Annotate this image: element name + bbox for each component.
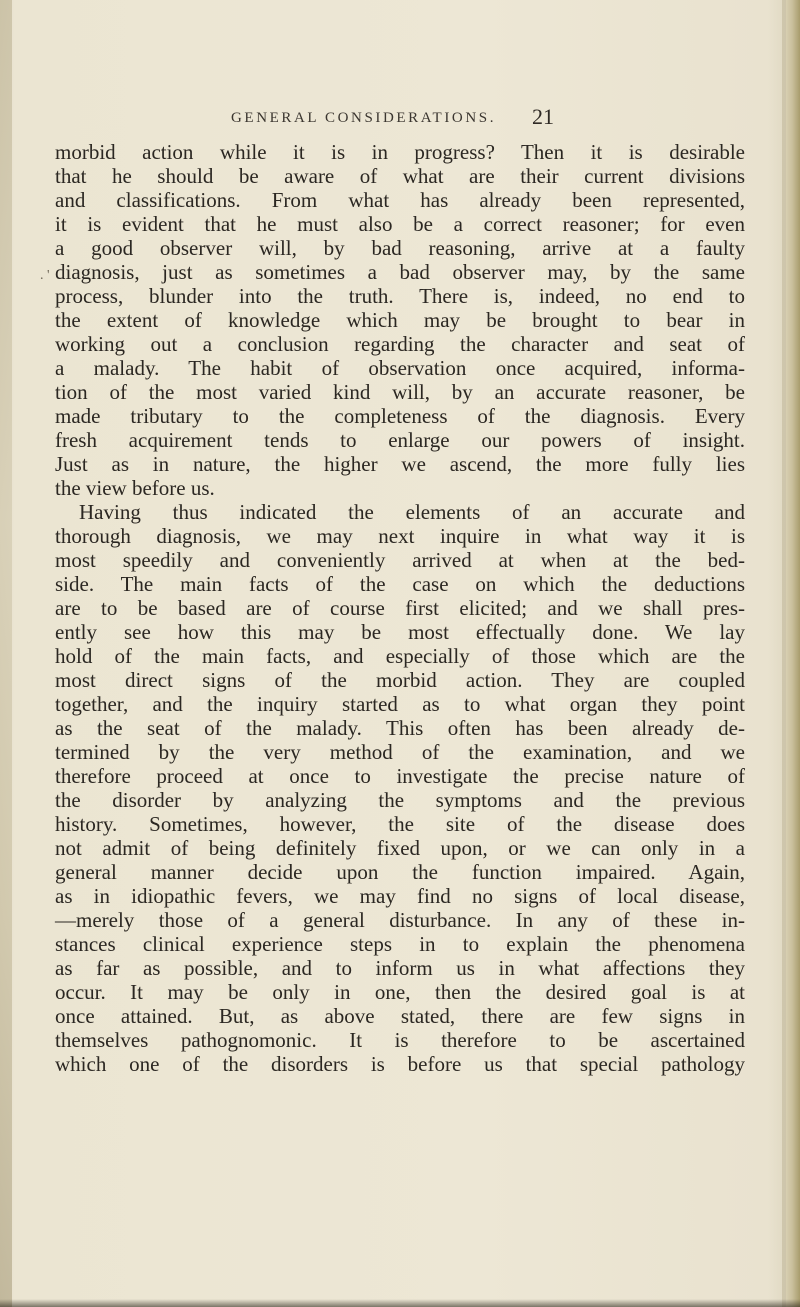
- text-line: tion of the most varied kind will, by an accurate reasoner, be: [55, 380, 745, 404]
- text-line: once attained. But, as above stated, there are few signs in: [55, 1004, 745, 1028]
- text-line: stances clinical experience steps in to explain the phenomena: [55, 932, 745, 956]
- text-line: are to be based are of course first elicited; and we shall pres-: [55, 596, 745, 620]
- text-line: ently see how this may be most effectually done. We lay: [55, 620, 745, 644]
- text-line: made tributary to the completeness of the diagnosis. Every: [55, 404, 745, 428]
- text-line: —merely those of a general disturbance. In any of these in-: [55, 908, 745, 932]
- text-line: thorough diagnosis, we may next inquire in what way it is: [55, 524, 745, 548]
- page-bottom-edge: [0, 1299, 800, 1307]
- text-line: not admit of being definitely fixed upon, or we can only in a: [55, 836, 745, 860]
- text-line: as the seat of the malady. This often has been already de-: [55, 716, 745, 740]
- text-line: a malady. The habit of observation once acquired, informa-: [55, 356, 745, 380]
- text-line: the disorder by analyzing the symptoms and the previous: [55, 788, 745, 812]
- text-line: which one of the disorders is before us that special pathology: [55, 1052, 745, 1076]
- text-line: together, and the inquiry started as to what organ they point: [55, 692, 745, 716]
- text-line: most direct signs of the morbid action. They are coupled: [55, 668, 745, 692]
- text-line: morbid action while it is in progress? Then it is desirable: [55, 140, 745, 164]
- text-line: fresh acquirement tends to enlarge our powers of insight.: [55, 428, 745, 452]
- text-line: themselves pathognomonic. It is therefore to be ascertained: [55, 1028, 745, 1052]
- text-line: diagnosis, just as sometimes a bad observer may, by the same: [55, 260, 745, 284]
- margin-mark: . ': [40, 268, 50, 283]
- paragraph-start-line: Having thus indicated the elements of an accurate and: [79, 500, 745, 524]
- text-line: process, blunder into the truth. There is, indeed, no end to: [55, 284, 745, 308]
- text-line: termined by the very method of the examination, and we: [55, 740, 745, 764]
- page-left-edge: [0, 0, 12, 1307]
- page-number: 21: [532, 104, 554, 129]
- text-line: as far as possible, and to inform us in what affections they: [55, 956, 745, 980]
- running-head: GENERAL CONSIDERATIONS.: [231, 110, 497, 126]
- text-line: it is evident that he must also be a correct reasoner; for even: [55, 212, 745, 236]
- text-line: and classifications. From what has already been represented,: [55, 188, 745, 212]
- text-line: occur. It may be only in one, then the desired goal is at: [55, 980, 745, 1004]
- text-line: side. The main facts of the case on which the deductions: [55, 572, 745, 596]
- text-line: working out a conclusion regarding the character and seat of: [55, 332, 745, 356]
- text-line: the extent of knowledge which may be brought to bear in: [55, 308, 745, 332]
- paragraph-end-line: the view before us.: [55, 476, 215, 500]
- text-line: general manner decide upon the function impaired. Again,: [55, 860, 745, 884]
- text-line: a good observer will, by bad reasoning, arrive at a faulty: [55, 236, 745, 260]
- text-line: Just as in nature, the higher we ascend, the more fully lies: [55, 452, 745, 476]
- text-line: hold of the main facts, and especially of those which are the: [55, 644, 745, 668]
- text-line: therefore proceed at once to investigate the precise nature of: [55, 764, 745, 788]
- text-line: history. Sometimes, however, the site of the disease does: [55, 812, 745, 836]
- text-line: as in idiopathic fevers, we may find no signs of local disease,: [55, 884, 745, 908]
- body-text: [55, 140, 745, 1076]
- page-right-edge: [786, 0, 800, 1307]
- text-line: that he should be aware of what are their current divisions: [55, 164, 745, 188]
- page-header: [0, 104, 800, 138]
- text-line: most speedily and conveniently arrived at when at the bed-: [55, 548, 745, 572]
